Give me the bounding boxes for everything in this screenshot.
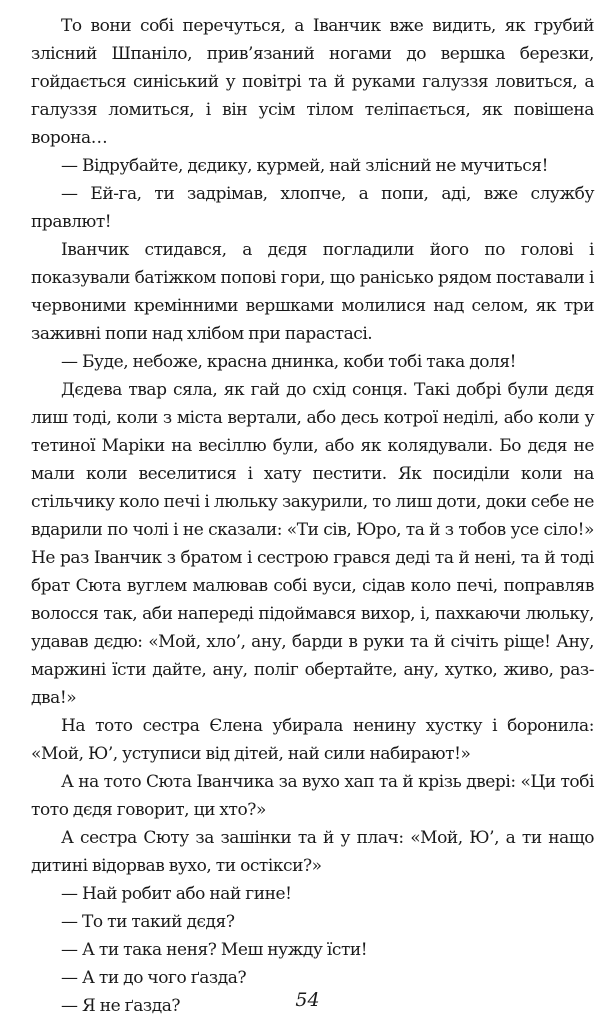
paragraph: На тото сестра Єлена убирала ненину хустку і боронила: «Мой, Ю’, уступиси від дітей, най сили набирают!»: [31, 716, 594, 764]
paragraph: — А ти така неня? Меш нужду їсти!: [61, 940, 368, 960]
paragraph: А сестра Сюту за зашінки та й у плач: «Мой, Ю’, а ти нащо дитині відорвав вухо, ти остікси?»: [31, 828, 594, 876]
paragraph: — Най робит або най гине!: [61, 884, 292, 904]
paragraph: — То ти такий дєдя?: [61, 912, 235, 932]
paragraph: — Ей-га, ти задрімав, хлопче, а попи, аді, вже службу правлют!: [31, 184, 594, 232]
paragraph: Дєдева твар сяла, як гай до схід сонця. Такі добрі були дєдя лиш тоді, коли з міста вертали, або десь котрої неділі, або коли у тетиної Маріки на весіллю були, або як колядували. Бо дєдя не мали коли веселитися і хату пестити. Як посиділи коли на стільчику коло печі і люльку закурили, то лиш доти, доки себе не вдарили по чолі і не сказали: «Ти сів, Юро, та й з тобов усе сіло!» Не раз Іванчик з братом і сестрою грався деді та й нені, та й тоді брат Сюта вуглем малював собі вуси, сідав коло печі, поправляв волосся так, аби наперeді підоймався вихор, і, пахкаючи люльку, удавав дєдю: «Мой, хло’, ану, барди в руки та й січіть ріще! Ану, маржині їсти дайте, ану, поліг обертайте, ану, хутко, живо, раз-два!»: [31, 380, 594, 708]
page-number: 54: [295, 989, 320, 1011]
paragraph: — Я не ґазда?: [61, 996, 181, 1016]
paragraph: А на тото Сюта Іванчика за вухо хап та й крізь двері: «Ци тобі тото дєдя говорит, ци хто?»: [31, 772, 594, 820]
paragraph: — А ти до чого ґазда?: [61, 968, 247, 988]
paragraph: — Відрубайте, дєдику, курмей, най злісний не мучиться!: [61, 156, 548, 176]
paragraph: — Буде, небоже, красна днинка, коби тобі така доля!: [61, 352, 517, 372]
paragraph: То вони собі перечуться, а Іванчик вже видить, як грубий злісний Шпаніло, прив’язаний ногами до вершка березки, гойдається синіський у повітрі та й руками галуззя ловиться, а галуззя ломиться, і він усім тілом теліпається, як повішена ворона…: [31, 16, 594, 148]
paragraph: Іванчик стидався, а дєдя погладили його по голові і показували батіжком попові гори, що ранісько рядом поставали і червоними кремінними вершками молилися над селом, як три заживні попи над хлібом при парастасі.: [31, 240, 594, 344]
page-text: [31, 12, 594, 1020]
